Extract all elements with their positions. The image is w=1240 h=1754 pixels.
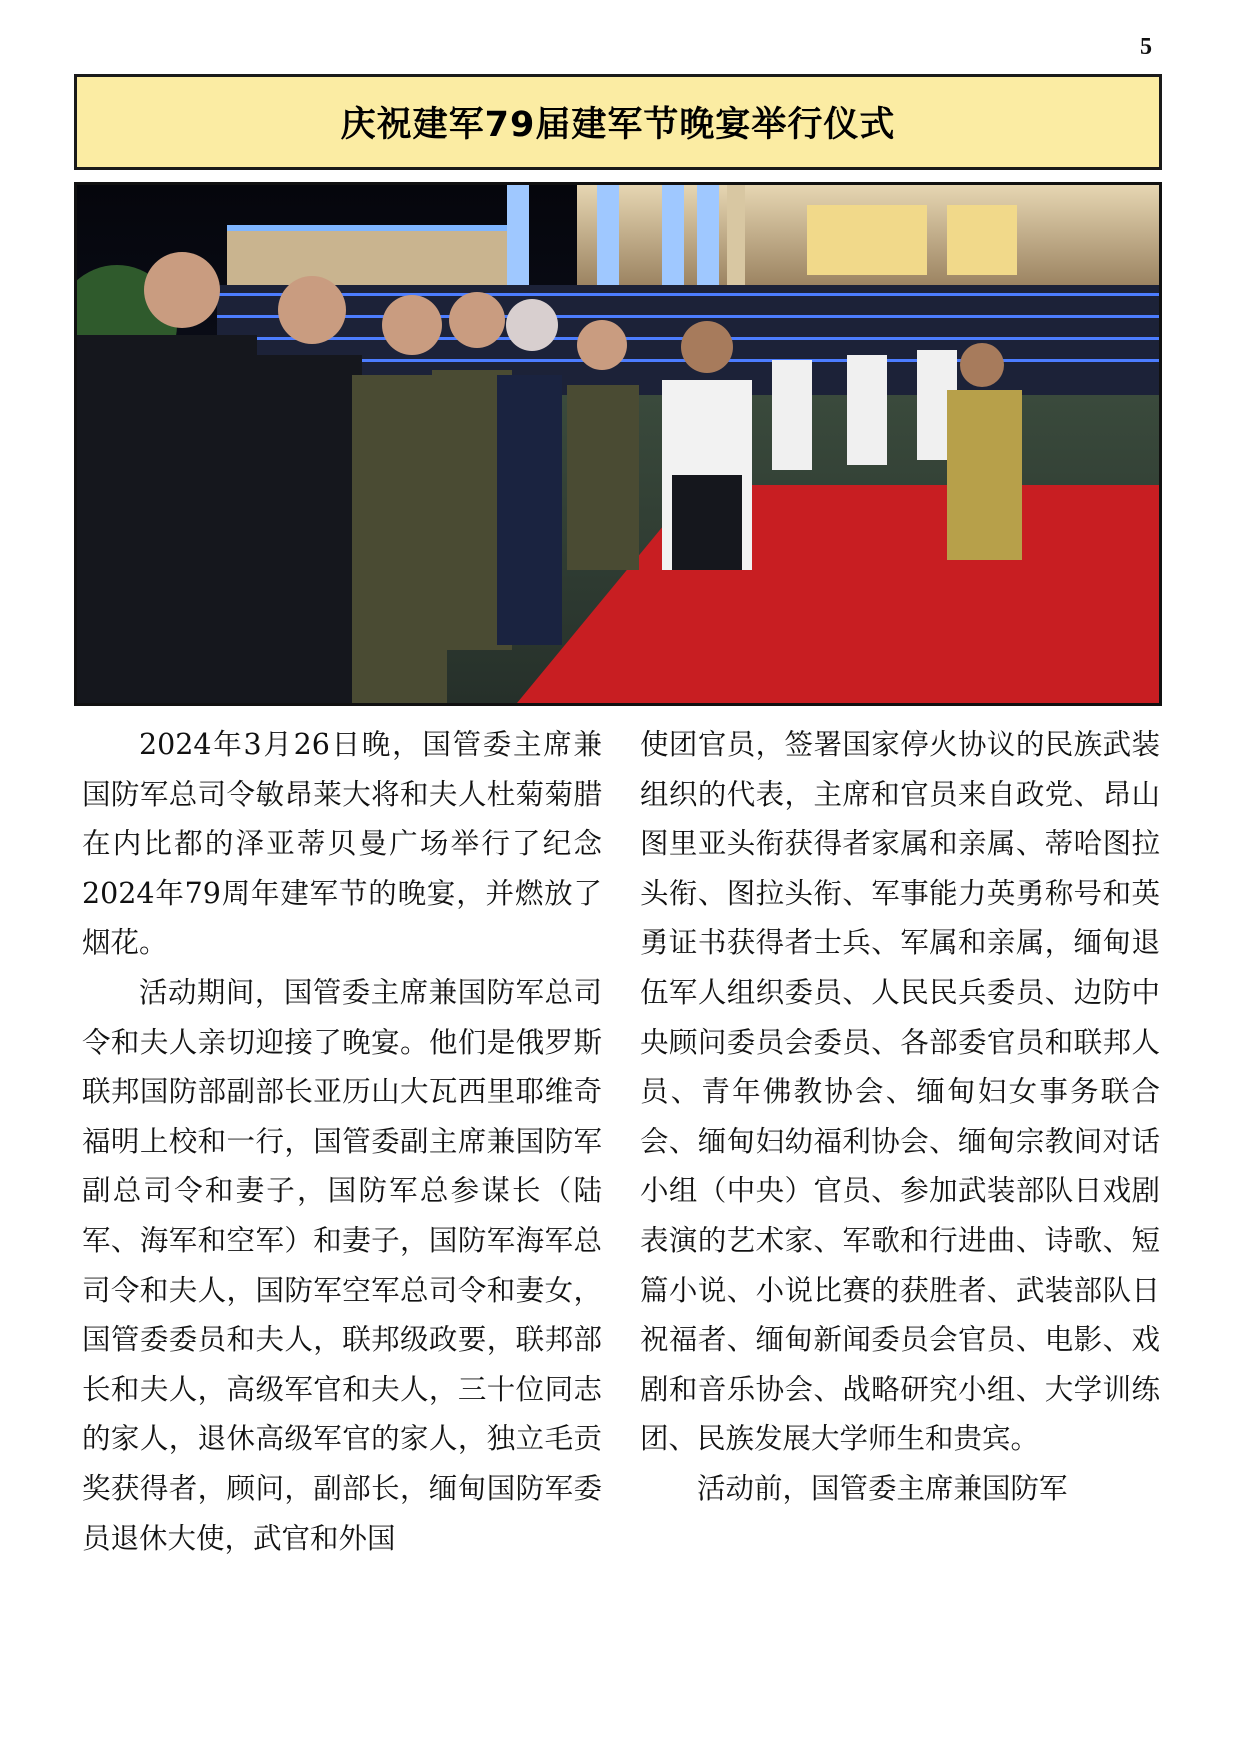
article-paragraph-3: 活动前，国管委主席兼国防军	[697, 1471, 1068, 1505]
page-number: 5	[1140, 34, 1152, 60]
article-column-left	[82, 720, 602, 1563]
page-title: 庆祝建军79届建军节晚宴举行仪式	[340, 105, 896, 145]
article-paragraph-1: 2024年3月26日晚，国管委主席兼国防军总司令敏昂莱大将和夫人杜菊菊腊在内比都的泽亚蒂贝曼广场举行了纪念2024年79周年建军节的晚宴，并燃放了烟花。	[82, 728, 602, 960]
title-banner	[74, 74, 1162, 170]
article-paragraph-2: 活动期间，国管委主席兼国防军总司令和夫人亲切迎接了晚宴。他们是俄罗斯联邦国防部副部长亚历山大瓦西里耶维奇福明上校和一行，国管委副主席兼国防军副总司令和妻子，国防军总参谋长（陆军、海军和空军）和妻子，国防军海军总司令和夫人，国防军空军总司令和妻女，国管委委员和夫人，联邦级政要，联邦部长和夫人，高级军官和夫人，三十位同志的家人，退休高级军官的家人，独立毛贡奖获得者，顾问，副部长，缅甸国防军委员退休大使，武官和外国	[82, 975, 602, 1555]
article-paragraph-2-continued: 使团官员，签署国家停火协议的民族武装组织的代表，主席和官员来自政党、昂山图里亚头衔获得者家属和亲属、蒂哈图拉头衔、图拉头衔、军事能力英勇称号和英勇证书获得者士兵、军属和亲属，缅甸退伍军人组织委员、人民民兵委员、边防中央顾问委员会委员、各部委官员和联邦人员、青年佛教协会、缅甸妇女事务联合会、缅甸妇幼福利协会、缅甸宗教间对话小组（中央）官员、参加武装部队日戏剧表演的艺术家、军歌和行进曲、诗歌、短篇小说、小说比赛的获胜者、武装部队日祝福者、缅甸新闻委员会官员、电影、戏剧和音乐协会、战略研究小组、大学训练团、民族发展大学师生和贵宾。	[640, 728, 1160, 1456]
event-photo	[74, 182, 1162, 706]
photo-icon	[77, 185, 1159, 703]
article-column-right	[640, 720, 1160, 1514]
